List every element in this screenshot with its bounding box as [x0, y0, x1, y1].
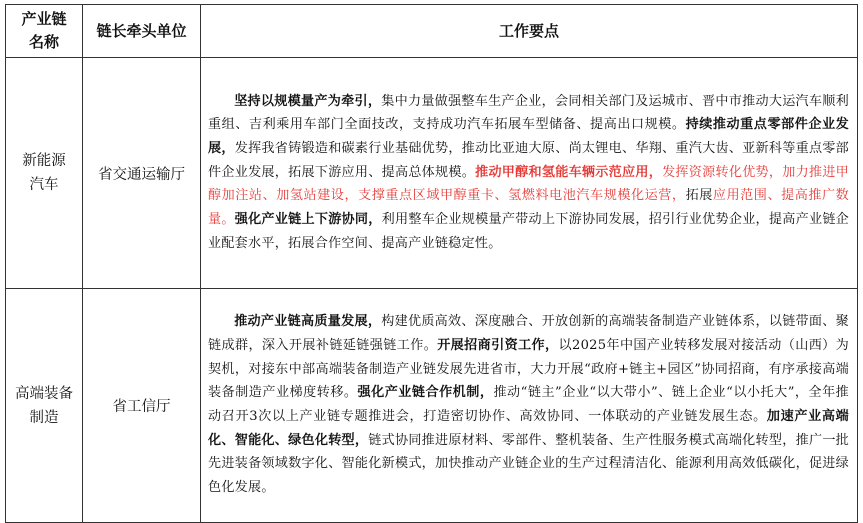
work-point-segment: 持续推动重点零部件企业发展，: [208, 117, 850, 156]
work-point-segment: 集中力量做强整车生产企业，会同相关部门及运城市、晋中市推动大运汽车顺利重组、吉利乘用车部门全面技改，支持成功汽车拓展车型储备、提高出口规模。: [208, 93, 850, 133]
work-point-segment: 链式协同推进原材料、零部件、整机装备、生产性服务模式高端化转型，推广一批先进装备领域数字化、智能化新模式，加快推动产业链企业的生产过程清洁化、能源利用高效低碳化，促进绿色化发展。: [208, 432, 850, 496]
lead-unit-cell: 省交通运输厅: [83, 58, 201, 289]
table-header-row: [6, 5, 858, 58]
work-point-segment: 利用整车企业规模量产带动上下游协同发展，招引行业优势企业，提高产业链企业配套水平，拓展合作空间、提高产业链稳定性。: [208, 212, 850, 251]
chain-name-line2: 制造: [29, 409, 59, 426]
work-point-segment: 推动“链主”企业“以大带小”、链上企业“以小托大”，全年推动召开3次以上产业链专题推进会，打造密切协作、高效协同、一体联动的产业链发展生态。: [208, 385, 850, 424]
work-point-segment: 拓展: [685, 188, 713, 204]
table-row: [6, 58, 858, 289]
work-point-segment-highlight: 应用范围、提高推广数量。: [208, 188, 850, 228]
work-point-segment: 加速产业高端化、智能化、绿色化转型，: [208, 409, 849, 448]
header-chain-name-line2: 名称: [28, 33, 59, 51]
table-row: [6, 289, 858, 523]
chain-name-line2: 汽车: [29, 177, 59, 193]
chain-name-line1: 新能源: [22, 153, 66, 169]
work-point-segment: 以2025年中国产业转移发展对接活动（山西）为契机，对接东中部高端装备制造产业链发展先进省市，大力开展“政府+链主+园区”协同招商，有序承接高端装备制造产业梯度转移。: [208, 337, 850, 401]
work-point-segment-highlight: 发挥资源转化优势，加力推进甲醇加注站、加氢站建设，支撑重点区域甲醇重卡、氢燃料电池汽车规模化运营，: [208, 164, 850, 204]
work-point-segment: 发挥我省铸锻造和碳素行业基础优势，推动比亚迪大原、尚太锂电、华翔、重汽大齿、亚新科等重点零部件企业发展，拓展下游应用、提高总体规模。: [208, 140, 850, 180]
work-point-segment: 推动产业链高质量发展，: [234, 314, 382, 330]
header-chain-name: [6, 5, 83, 58]
header-lead-unit: 链长牵头单位: [83, 5, 201, 58]
industry-chain-table: [5, 4, 858, 523]
chain-name-cell: [6, 289, 83, 523]
work-point-segment: 开展招商引资工作，: [437, 337, 559, 353]
work-point-segment: 构建优质高效、深度融合、开放创新的高端装备制造产业链体系，以链带面、聚链成群，深入开展补链延链强链工作。: [208, 314, 850, 353]
chain-name-cell: [6, 58, 83, 289]
header-work-points: 工作要点: [201, 5, 858, 58]
work-points-cell: [201, 289, 858, 523]
header-chain-name-line1: 产业链: [21, 10, 67, 28]
lead-unit-cell: 省工信厅: [83, 289, 201, 523]
work-point-segment: 强化产业链合作机制，: [357, 385, 494, 401]
chain-name-line1: 高端装备: [15, 385, 73, 402]
work-points-cell: [201, 58, 858, 289]
work-point-segment: 强化产业链上下游协同，: [234, 212, 382, 228]
work-point-segment-highlight: 推动甲醇和氢能车辆示范应用，: [475, 164, 663, 180]
work-point-segment: 坚持以规模量产为牵引，: [234, 93, 382, 109]
